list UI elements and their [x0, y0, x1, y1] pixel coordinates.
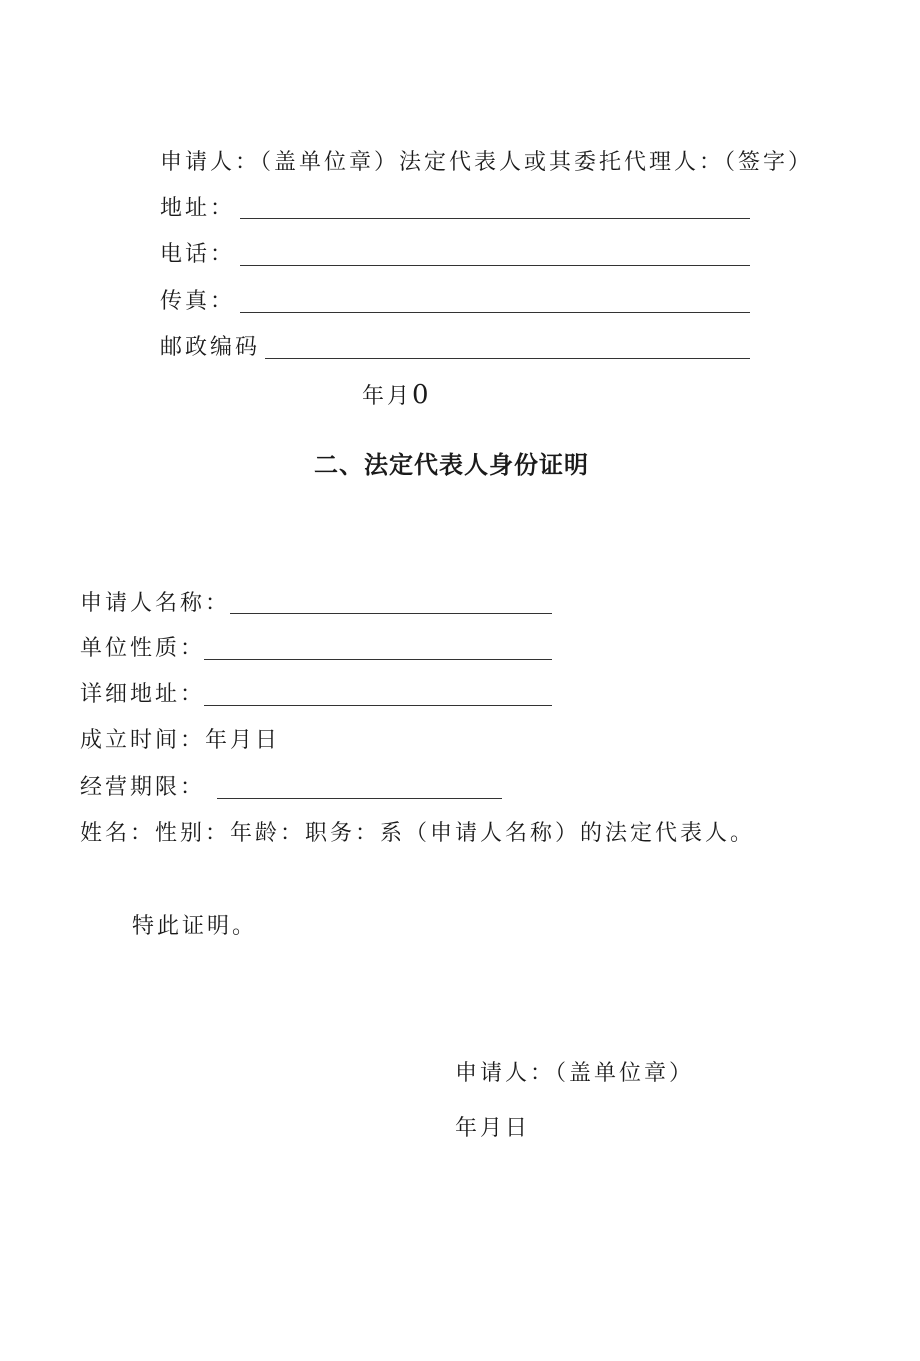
detailed-address-label: 详细地址：: [80, 682, 206, 707]
date-text: 年月: [362, 384, 413, 409]
signature-date: 年月日: [455, 1116, 531, 1141]
applicant-name-label: 申请人名称：: [80, 591, 231, 616]
fax-field[interactable]: [240, 312, 750, 313]
date-line: [362, 380, 429, 412]
certify-text: 特此证明。: [132, 914, 258, 939]
date-suffix: 0: [412, 380, 429, 410]
address-label: 地址：: [160, 196, 236, 221]
unit-nature-field[interactable]: [204, 659, 552, 660]
address-field[interactable]: [240, 218, 750, 219]
applicant-signature-line: 申请人：（盖单位章）法定代表人或其委托代理人：（签字）: [160, 150, 814, 175]
postcode-label: 邮政编码: [160, 335, 261, 360]
unit-nature-label: 单位性质：: [80, 636, 206, 661]
phone-label: 电话：: [160, 242, 236, 267]
postcode-field[interactable]: [265, 358, 750, 359]
applicant-seal-line: 申请人：（盖单位章）: [455, 1061, 695, 1086]
identity-statement: 姓名：性别：年龄：职务：系（申请人名称）的法定代表人。: [80, 821, 756, 846]
business-term-label: 经营期限：: [80, 775, 206, 800]
detailed-address-field[interactable]: [204, 705, 552, 706]
established-date-line: 成立时间：年月日: [80, 728, 281, 753]
phone-field[interactable]: [240, 265, 750, 266]
fax-label: 传真：: [160, 289, 236, 314]
business-term-field[interactable]: [217, 798, 502, 799]
applicant-name-field[interactable]: [230, 613, 552, 614]
section-title: 二、法定代表人身份证明: [314, 451, 589, 479]
